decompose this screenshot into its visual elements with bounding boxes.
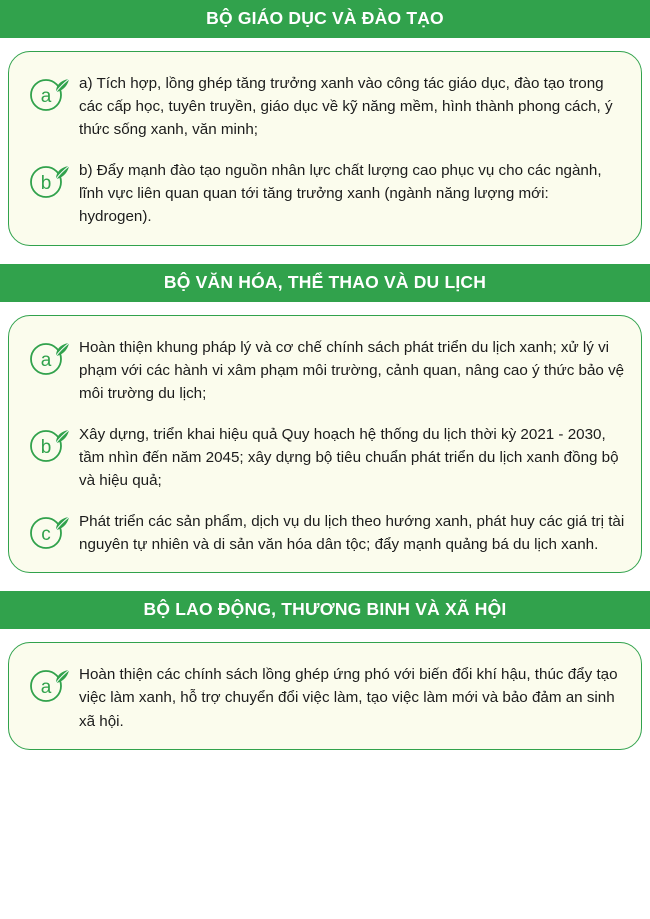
leaf-letter-a-icon: [25, 72, 73, 116]
section-body-culture-sports-tourism: [0, 302, 650, 574]
list-item: [25, 661, 625, 732]
svg-text:c: c: [41, 524, 51, 546]
list-item: [25, 334, 625, 405]
section-spacer: [0, 246, 650, 264]
list-item-text: Hoàn thiện các chính sách lồng ghép ứng phó với biến đổi khí hậu, thúc đẩy tạo việc làm xanh, hỗ trợ chuyển đổi việc làm, tạo việc làm mới và bảo đảm an sinh xã hội.: [79, 666, 618, 730]
leaf-letter-a-icon: [25, 663, 73, 707]
section-education: [0, 0, 650, 246]
list-item-text: b) Đẩy mạnh đào tạo nguồn nhân lực chất lượng cao phục vụ cho các ngành, lĩnh vực liên quan quan tới tăng trưởng xanh (ngành năng lượng mới: hydrogen).: [79, 162, 602, 226]
section-culture-sports-tourism: [0, 264, 650, 574]
list-item-text: Xây dựng, triển khai hiệu quả Quy hoạch hệ thống du lịch thời kỳ 2021 - 2030, tầm nhìn đến năm 2045; xây dựng bộ tiêu chuẩn phát triển du lịch xanh đồng bộ và hiệu quả;: [79, 425, 619, 490]
leaf-letter-c-icon: [25, 510, 73, 554]
list-item: [25, 421, 625, 492]
list-item: [25, 157, 625, 228]
svg-text:b: b: [40, 436, 52, 458]
svg-text:a: a: [40, 349, 52, 371]
list-item-text: Hoàn thiện khung pháp lý và cơ chế chính sách phát triển du lịch xanh; xử lý vi phạm với các hành vi xâm phạm môi trường, cảnh quan, nâng cao ý thức bảo vệ môi trường du lịch;: [79, 338, 625, 402]
leaf-letter-b-icon: [25, 159, 73, 203]
svg-text:a: a: [40, 86, 52, 107]
svg-text:b: b: [40, 173, 52, 195]
section-body-education: [0, 38, 650, 246]
content-card: [8, 51, 642, 246]
content-card: [8, 642, 642, 749]
section-header-culture-sports-tourism: BỘ VĂN HÓA, THỂ THAO VÀ DU LỊCH: [0, 264, 650, 302]
list-item: [25, 508, 625, 556]
section-spacer: [0, 573, 650, 591]
content-card: [8, 315, 642, 574]
section-body-labor-invalids-social-affairs: [0, 629, 650, 749]
leaf-letter-b-icon: [25, 423, 73, 467]
list-item-text: Phát triển các sản phẩm, dịch vụ du lịch theo hướng xanh, phát huy các giá trị tài nguyên tự nhiên và di sản văn hóa dân tộc; đẩy mạnh quảng bá du lịch xanh.: [79, 513, 625, 554]
list-item-text: a) Tích hợp, lồng ghép tăng trưởng xanh vào công tác giáo dục, đào tạo trong các cấp học, tuyên truyền, giáo dục về kỹ năng mềm, hình thành phong cách, ý thức sống xanh, văn minh;: [79, 75, 613, 139]
section-labor-invalids-social-affairs: [0, 591, 650, 749]
section-header-labor-invalids-social-affairs: BỘ LAO ĐỘNG, THƯƠNG BINH VÀ XÃ HỘI: [0, 591, 650, 629]
svg-text:a: a: [40, 677, 52, 699]
list-item: [25, 70, 625, 141]
leaf-letter-a-icon: [25, 336, 73, 380]
section-header-education: BỘ GIÁO DỤC VÀ ĐÀO TẠO: [0, 0, 650, 38]
